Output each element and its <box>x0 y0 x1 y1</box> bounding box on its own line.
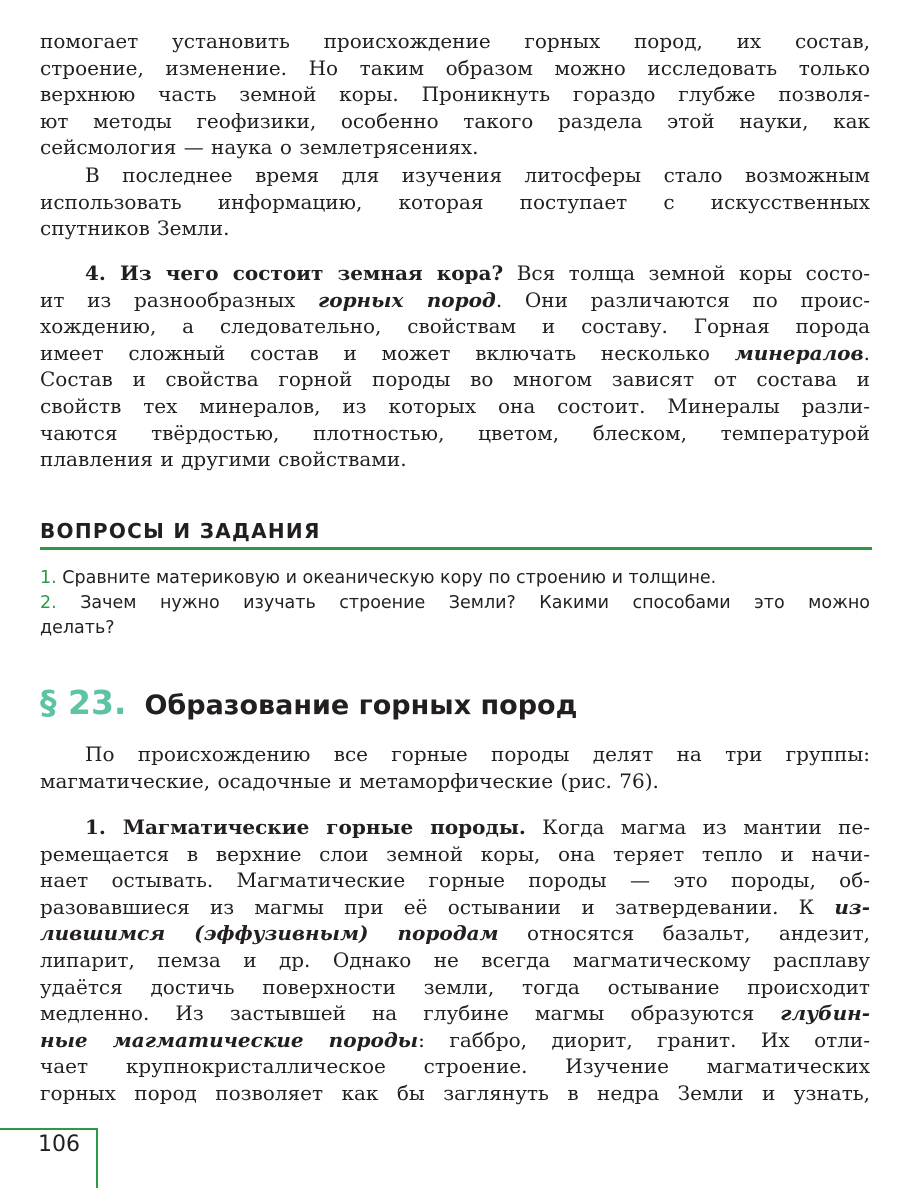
text-line: нает остывать. Магматические горные породы — это породы, об- <box>40 868 870 893</box>
section-title: Образование горных пород <box>144 690 578 721</box>
paragraph-heading: 1. Магматические горные породы. <box>85 815 526 839</box>
text-line: По происхождению все горные породы делят на три группы: <box>85 742 870 766</box>
text-line: верхнюю часть земной коры. Проникнуть гораздо глубже позволя- <box>40 82 870 107</box>
text-line: горных пород позволяет как бы заглянуть в недра Земли и узнать, <box>40 1080 870 1105</box>
text-line: 4. Из чего состоит земная кора? Вся толща земной коры состо- <box>85 261 870 285</box>
question-item-continued: делать? <box>40 618 115 638</box>
questions-list <box>40 566 870 641</box>
question-item: 2. Зачем нужно изучать строение Земли? Какими способами это можно <box>40 593 870 613</box>
text-line: ют методы геофизики, особенно такого раздела этой науки, как <box>40 108 870 133</box>
text-line: сейсмология — наука о землетрясениях. <box>40 135 479 160</box>
term-effusive: лившимся (эффузивным) породам <box>40 921 499 946</box>
term-effusive: из- <box>834 894 870 919</box>
question-item: 1. Сравните материковую и океаническую кору по строению и толщине. <box>40 568 717 588</box>
text-line: липарит, пемза и др. Однако не всегда магматическому расплаву <box>40 947 870 972</box>
text-line: удаётся достичь поверхности земли, тогда остывание происходит <box>40 974 870 999</box>
paragraph-crust-composition <box>40 260 870 473</box>
paragraph-methods <box>40 28 870 161</box>
text-line: 1. Магматические горные породы. Когда магма из мантии пе- <box>85 815 870 839</box>
section-heading <box>40 683 577 722</box>
text-line: медленно. Из застывшей на глубине магмы образуются глубин- <box>40 1001 870 1026</box>
paragraph-satellites <box>40 162 870 242</box>
term-intrusive: глубин- <box>780 1001 870 1026</box>
question-number: 1. <box>40 568 57 588</box>
paragraph-heading: 4. Из чего состоит земная кора? <box>85 261 504 285</box>
text-line: ит из разнообразных горных пород. Они различаются по проис- <box>40 287 870 312</box>
text-line: строение, изменение. Но таким образом можно исследовать только <box>40 55 870 80</box>
text-line: лившимся (эффузивным) породам относятся базальт, андезит, <box>40 921 870 946</box>
text-line: В последнее время для изучения литосферы стало возможным <box>85 163 870 187</box>
text-line: ремещается в верхние слои земной коры, она теряет тепло и начи- <box>40 841 870 866</box>
text-line: магматические, осадочные и метаморфические (рис. 76). <box>40 768 659 793</box>
paragraph-magmatic-rocks <box>40 814 870 1107</box>
text-line: ные магматические породы: габбро, диорит, гранит. Их отли- <box>40 1027 870 1052</box>
text-line: спутников Земли. <box>40 216 230 241</box>
questions-heading: ВОПРОСЫ И ЗАДАНИЯ <box>40 519 321 543</box>
text-line: чаются твёрдостью, плотностью, цветом, блеском, температурой <box>40 420 870 445</box>
paragraph-rock-groups <box>40 741 870 794</box>
text-line: помогает установить происхождение горных пород, их состав, <box>40 29 870 53</box>
text-line: Состав и свойства горной породы во многом зависят от состава и <box>40 367 870 392</box>
term-rocks: горных пород <box>317 287 496 312</box>
text-line: использовать информацию, которая поступает с искусственных <box>40 189 870 214</box>
term-intrusive: ные магматические породы <box>40 1027 419 1052</box>
section-number: § 23. <box>40 683 127 722</box>
section-divider <box>40 547 872 550</box>
text-line: разовавшиеся из магмы при её остывании и затвердевании. К из- <box>40 894 870 919</box>
text-line: плавления и другими свойствами. <box>40 447 407 472</box>
page-number: 106 <box>38 1132 80 1157</box>
text-line: свойств тех минералов, из которых она состоит. Минералы разли- <box>40 393 870 418</box>
text-line: имеет сложный состав и может включать несколько минералов. <box>40 340 870 365</box>
text-line: чает крупнокристаллическое строение. Изучение магматических <box>40 1054 870 1079</box>
question-number: 2. <box>40 593 57 613</box>
text-line: хождению, а следовательно, свойствам и составу. Горная порода <box>40 314 870 339</box>
term-minerals: минералов <box>734 340 864 365</box>
